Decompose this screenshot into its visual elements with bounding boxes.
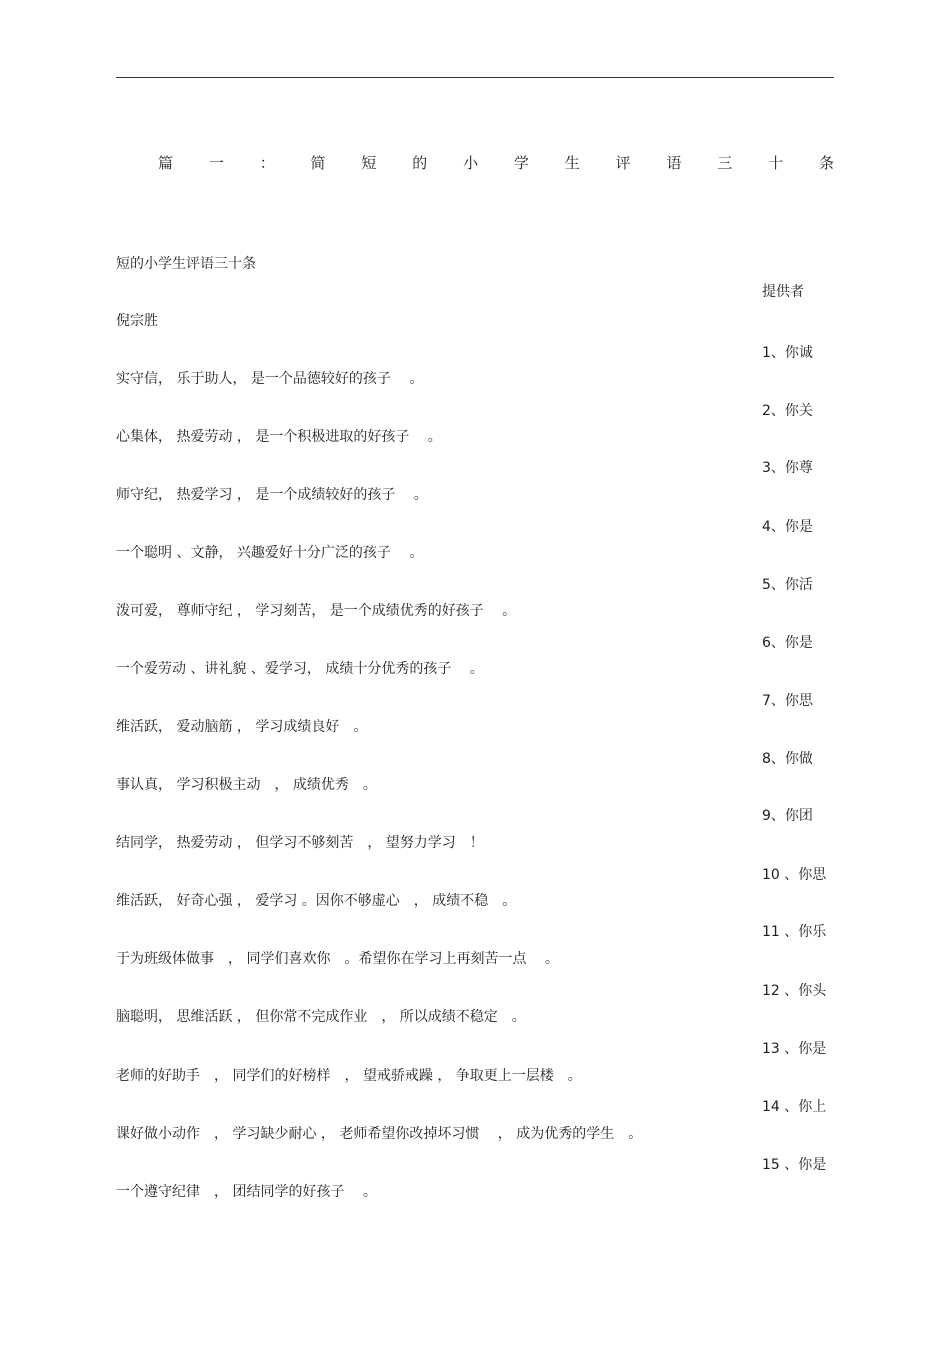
item-text: 课好做小动作 ， 学习缺少耐心 ， 老师希望你改掉坏习惯 ， 成为优秀的学生 。 bbox=[116, 1126, 643, 1142]
item-number: 13 、你是 bbox=[762, 1041, 827, 1057]
title-char: 一 bbox=[208, 154, 224, 172]
item-text: 于为班级体做事 ， 同学们喜欢你 。希望你在学习上再刻苦一点 。 bbox=[116, 951, 559, 967]
item-text: 脑聪明， 思维活跃 ， 但你常不完成作业 ， 所以成绩不稳定 。 bbox=[116, 1009, 526, 1025]
title-char: 语 bbox=[666, 154, 682, 172]
item-number: 7、你思 bbox=[762, 693, 813, 709]
item-text: 心集体， 热爱劳动 ， 是一个积极进取的好孩子 。 bbox=[116, 429, 442, 445]
header-divider bbox=[116, 77, 834, 78]
item-text: 老师的好助手 ， 同学们的好榜样 ， 望戒骄戒躁 ， 争取更上一层楼 。 bbox=[116, 1068, 582, 1084]
item-number: 8、你做 bbox=[762, 751, 813, 767]
item-number: 12 、你头 bbox=[762, 983, 827, 999]
title-char: 简 bbox=[310, 154, 326, 172]
item-number: 9、你团 bbox=[762, 808, 813, 824]
document-title bbox=[158, 152, 834, 174]
item-text: 泼可爱， 尊师守纪 ， 学习刻苦， 是一个成绩优秀的好孩子 。 bbox=[116, 603, 517, 619]
item-number: 10 、你思 bbox=[762, 867, 827, 883]
item-number: 14 、你上 bbox=[762, 1099, 827, 1115]
item-text: 师守纪， 热爱学习 ， 是一个成绩较好的孩子 。 bbox=[116, 487, 428, 503]
item-number: 6、你是 bbox=[762, 635, 813, 651]
item-text: 维活跃， 好奇心强 ， 爱学习 。因你不够虚心 ， 成绩不稳 。 bbox=[116, 893, 517, 909]
title-char: 三 bbox=[717, 154, 733, 172]
title-char: 短 bbox=[361, 154, 377, 172]
item-text: 一个遵守纪律 ， 团结同学的好孩子 。 bbox=[116, 1184, 377, 1200]
item-number: 3、你尊 bbox=[762, 460, 813, 476]
provider-label: 提供者 bbox=[762, 284, 804, 300]
item-text: 事认真， 学习积极主动 ， 成绩优秀 。 bbox=[116, 777, 377, 793]
title-char: 生 bbox=[564, 154, 580, 172]
item-text: 一个聪明 、文静， 兴趣爱好十分广泛的孩子 。 bbox=[116, 545, 424, 561]
title-char: 的 bbox=[412, 154, 428, 172]
title-char: 评 bbox=[615, 154, 631, 172]
item-number: 4、你是 bbox=[762, 519, 813, 535]
title-char: 小 bbox=[463, 154, 479, 172]
title-char: ： bbox=[259, 154, 275, 172]
item-number: 1、你诚 bbox=[762, 345, 813, 361]
item-text: 实守信， 乐于助人， 是一个品德较好的孩子 。 bbox=[116, 371, 424, 387]
title-char: 条 bbox=[818, 154, 834, 172]
item-text: 维活跃， 爱动脑筋 ， 学习成绩良好 。 bbox=[116, 719, 368, 735]
item-text: 结同学， 热爱劳动 ， 但学习不够刻苦 ， 望努力学习 ！ bbox=[116, 835, 484, 851]
title-char: 学 bbox=[513, 154, 529, 172]
title-char: 篇 bbox=[158, 154, 174, 172]
item-text: 一个爱劳动 、讲礼貌 、爱学习， 成绩十分优秀的孩子 。 bbox=[116, 661, 484, 677]
item-number: 2、你关 bbox=[762, 403, 813, 419]
subtitle: 短的小学生评语三十条 bbox=[116, 256, 256, 272]
provider-name: 倪宗胜 bbox=[116, 313, 158, 329]
item-number: 11 、你乐 bbox=[762, 924, 827, 940]
item-number: 15 、你是 bbox=[762, 1157, 827, 1173]
title-char: 十 bbox=[768, 154, 784, 172]
item-number: 5、你活 bbox=[762, 577, 813, 593]
